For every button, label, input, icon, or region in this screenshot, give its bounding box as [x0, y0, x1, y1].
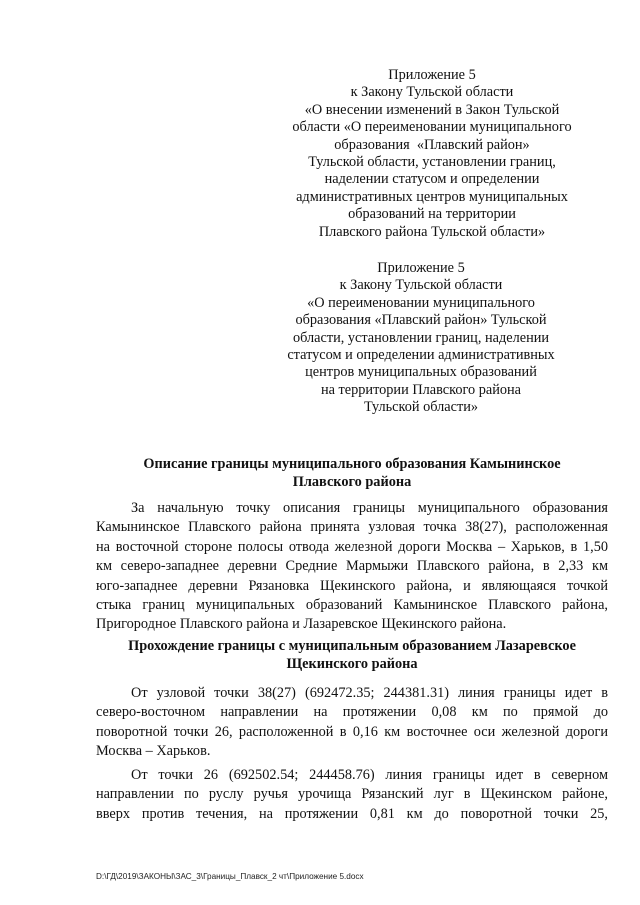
paragraph-line: северо-восточном направлении на протяжении 0,08 км по прямой до	[96, 704, 608, 721]
paragraph-line: направлении по руслу ручья урочища Рязанский луг в Щекинском районе,	[96, 786, 608, 803]
appendix-header-original	[276, 260, 566, 417]
paragraph-line: вверх против течения, на протяжении 0,81 км до поворотной точки 25,	[96, 805, 608, 822]
paragraph-line: км северо-западнее деревни Средние Мармыжи Плавского района, в 2,33 км	[96, 558, 608, 575]
paragraph-line: От точки 26 (692502.54; 244458.76) линия границы идет в северном	[131, 767, 608, 783]
appendix-current-line: наделении статусом и определении	[324, 171, 540, 188]
section-title-boundary-description	[96, 456, 608, 491]
appendix-original-line: области, установлении границ, наделении	[292, 329, 550, 346]
footer-file-path: D:\ГД\2019\ЗАКОНЫ\ЗАС_3\Границы_Плавск_2 чт\Приложение 5.docx	[96, 872, 364, 881]
appendix-current-line: Плавского района Тульской области»	[318, 223, 546, 240]
appendix-current-line: образования «Плавский район»	[334, 136, 530, 153]
paragraph-line: на восточной стороне полосы отвода железной дороги Москва – Харьков, в 1,50	[96, 538, 608, 555]
appendix-original-line: Тульской области»	[363, 399, 479, 416]
appendix-original-line: образования «Плавский район» Тульской	[295, 312, 547, 329]
appendix-current-line: образований на территории	[348, 206, 516, 223]
appendix-original-line: к Закону Тульской области	[339, 277, 503, 294]
paragraph-line: За начальную точку описания границы муниципального образования	[131, 500, 608, 516]
appendix-current-line: административных центров муниципальных	[296, 188, 568, 205]
appendix-original-line: Приложение 5	[377, 260, 465, 276]
heading-line: Прохождение границы с муниципальным образованием Лазаревское	[128, 638, 576, 654]
heading-line: Описание границы муниципального образования Камынинское	[143, 456, 561, 472]
paragraph-line: Москва – Харьков.	[96, 743, 211, 760]
paragraph-line: От узловой точки 38(27) (692472.35; 244381.31) линия границы идет в	[131, 685, 608, 701]
appendix-current-line: к Закону Тульской области	[350, 84, 514, 101]
heading-line: Щекинского района	[286, 655, 418, 672]
paragraph-line: стыка границ муниципальных образований Камынинское Плавского района,	[96, 597, 608, 614]
appendix-original-line: статусом и определении административных	[287, 347, 555, 364]
appendix-original-line: «О переименовании муниципального	[307, 294, 535, 311]
section-title-boundary-lazarevskoe	[96, 638, 608, 673]
paragraph-line: Камынинское Плавского района принята узловая точка 38(27), расположенная	[96, 519, 608, 536]
appendix-current-line: области «О переименовании муниципального	[292, 119, 572, 136]
paragraph-point-38	[96, 684, 608, 762]
appendix-header-current	[276, 67, 588, 241]
appendix-original-line: на территории Плавского района	[320, 381, 522, 398]
paragraph-start-point	[96, 499, 608, 635]
appendix-current-line: Приложение 5	[388, 67, 476, 83]
appendix-original-line: центров муниципальных образований	[305, 364, 537, 381]
paragraph-point-26	[96, 766, 608, 824]
appendix-current-line: «О внесении изменений в Закон Тульской	[304, 101, 560, 118]
paragraph-line: юго-западнее деревни Рязановка Щекинского района, и являющаяся точкой	[96, 577, 608, 594]
paragraph-line: Пригородное Плавского района и Лазаревское Щекинского района.	[96, 616, 507, 633]
paragraph-line: поворотной точки 26, расположенной в 0,16 км восточнее оси железной дороги	[96, 723, 608, 740]
heading-line: Плавского района	[292, 473, 412, 490]
appendix-current-line: Тульской области, установлении границ,	[308, 154, 556, 171]
